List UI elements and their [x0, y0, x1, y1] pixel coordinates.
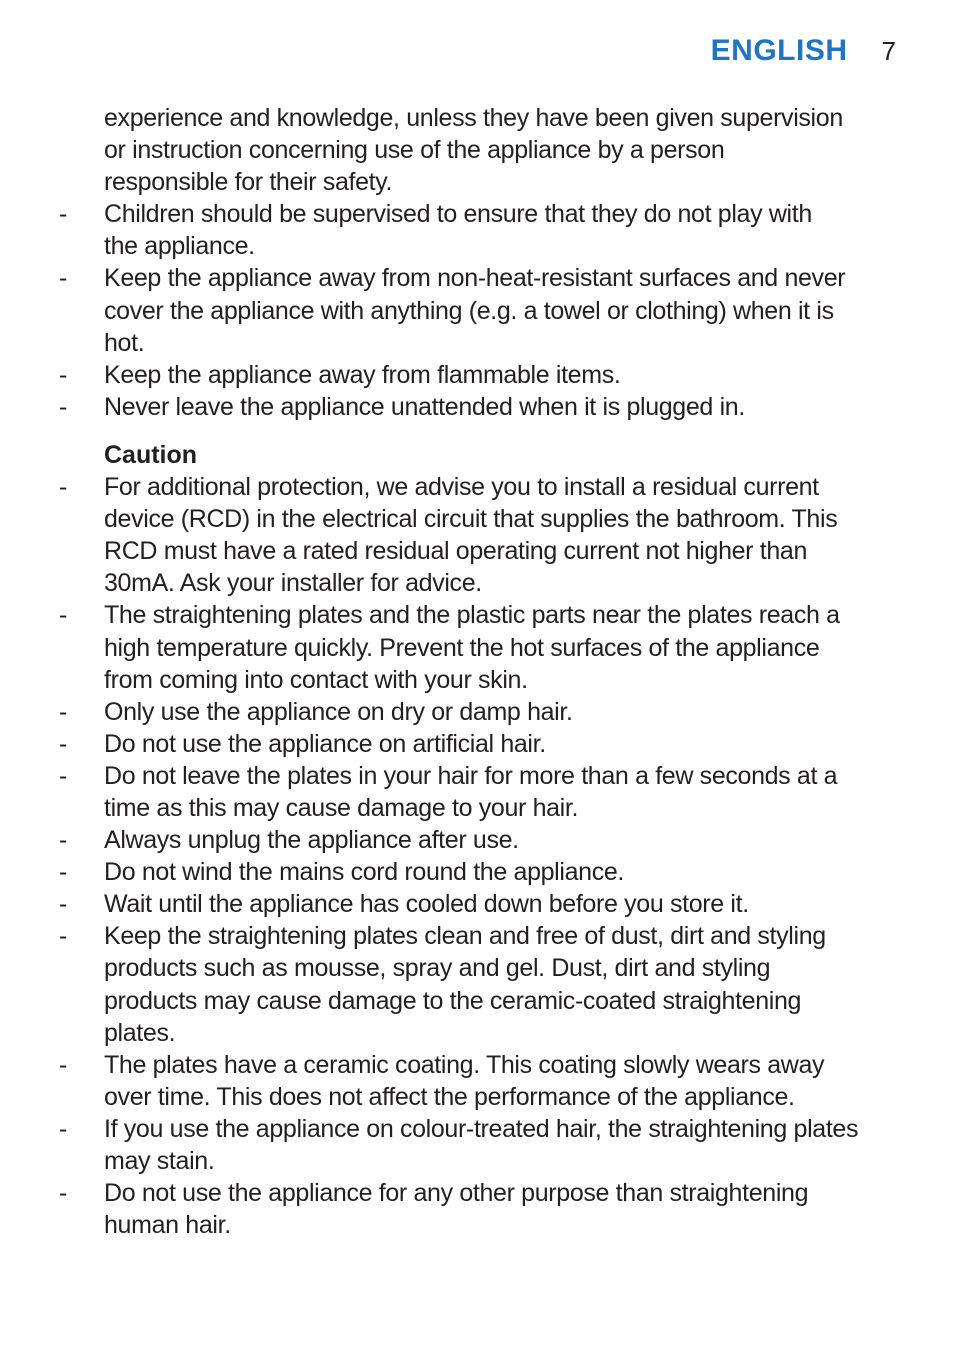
list-item: [0, 599, 954, 695]
caution-list: [0, 471, 954, 1241]
text-line: or instruction concerning use of the appliance by a person: [104, 136, 725, 165]
list-item-text: The plates have a ceramic coating. This coating slowly wears away: [104, 1050, 825, 1079]
bullet-dash: -: [59, 601, 67, 630]
list-item-text: high temperature quickly. Prevent the hot surfaces of the appliance: [104, 633, 820, 662]
list-item: [0, 262, 954, 358]
bullet-dash: -: [59, 826, 67, 855]
list-item-line: [0, 567, 954, 599]
list-item-line: [0, 1113, 954, 1145]
list-item-line: [0, 985, 954, 1017]
list-item-text: products may cause damage to the ceramic-coated straightening: [104, 986, 802, 1015]
list-item-line: [0, 198, 954, 230]
list-item-line: [0, 1081, 954, 1113]
intro-continuation: [0, 102, 954, 198]
bullet-dash: -: [59, 1050, 67, 1079]
list-item-line: [0, 664, 954, 696]
list-item-text: Always unplug the appliance after use.: [104, 826, 519, 855]
list-item-line: [0, 262, 954, 294]
list-item-line: [0, 728, 954, 760]
list-item-line: [0, 1145, 954, 1177]
bullet-dash: -: [59, 473, 67, 502]
bullet-dash: -: [59, 729, 67, 758]
bullet-dash: -: [59, 922, 67, 951]
list-item: [0, 696, 954, 728]
list-item-text: Wait until the appliance has cooled down before you store it.: [104, 890, 749, 919]
bullet-dash: -: [59, 1179, 67, 1208]
list-item: [0, 888, 954, 920]
list-item-text: Do not wind the mains cord round the appliance.: [104, 858, 624, 887]
list-item-text: Keep the straightening plates clean and free of dust, dirt and styling: [104, 922, 826, 951]
list-item-text: Do not use the appliance on artificial hair.: [104, 729, 546, 758]
list-item-line: [0, 295, 954, 327]
list-item-text: time as this may cause damage to your hair.: [104, 793, 579, 822]
list-item-text: 30mA. Ask your installer for advice.: [104, 569, 482, 598]
list-item-line: [0, 1017, 954, 1049]
list-item-text: Do not use the appliance for any other purpose than straightening: [104, 1179, 809, 1208]
bullet-dash: -: [59, 890, 67, 919]
text-line: experience and knowledge, unless they have been given supervision: [104, 104, 843, 132]
list-item: [0, 1177, 954, 1241]
list-item: [0, 1049, 954, 1113]
list-item-text: plates.: [104, 1018, 176, 1047]
list-item: [0, 1113, 954, 1177]
list-item-line: [0, 327, 954, 359]
caution-heading: Caution: [104, 440, 198, 469]
list-item: [0, 391, 954, 423]
list-item: [0, 471, 954, 599]
list-item-text: device (RCD) in the electrical circuit that supplies the bathroom. This: [104, 505, 838, 534]
list-item-text: hot.: [104, 328, 145, 357]
list-item-line: [0, 471, 954, 503]
list-item-text: The straightening plates and the plastic parts near the plates reach a: [104, 601, 840, 630]
list-item-line: [0, 920, 954, 952]
list-item-text: For additional protection, we advise you to install a residual current: [104, 473, 819, 502]
list-item-text: Keep the appliance away from non-heat-resistant surfaces and never: [104, 264, 846, 293]
list-item-line: [0, 760, 954, 792]
bullet-dash: -: [59, 392, 67, 421]
list-item: [0, 359, 954, 391]
list-item: [0, 920, 954, 1048]
document-body: [0, 102, 954, 1241]
list-item-line: [0, 391, 954, 423]
list-item-line: [0, 230, 954, 262]
page-header: [711, 34, 896, 68]
language-label: ENGLISH: [710, 34, 848, 67]
list-item-text: Do not leave the plates in your hair for more than a few seconds at a: [104, 761, 838, 790]
page-number: 7: [881, 36, 896, 66]
bullet-dash: -: [59, 264, 67, 293]
list-item-text: RCD must have a rated residual operating current not higher than: [104, 537, 808, 566]
list-item-line: [0, 359, 954, 391]
bullet-dash: -: [59, 697, 67, 726]
list-item-text: Keep the appliance away from flammable items.: [104, 360, 621, 389]
list-item-text: Children should be supervised to ensure that they do not play with: [104, 200, 812, 229]
list-item-line: [0, 792, 954, 824]
list-item-text: may stain.: [104, 1147, 215, 1175]
list-item-line: [0, 1049, 954, 1081]
list-item: [0, 824, 954, 856]
list-item-line: [0, 535, 954, 567]
bullet-dash: -: [59, 761, 67, 790]
list-item-text: from coming into contact with your skin.: [104, 665, 528, 694]
list-item-line: [0, 503, 954, 535]
list-item-line: [0, 1209, 954, 1241]
list-item-text: Only use the appliance on dry or damp hair.: [104, 697, 573, 726]
warning-list: [0, 198, 954, 423]
list-item: [0, 198, 954, 262]
list-item: [0, 760, 954, 824]
list-item-line: [0, 1177, 954, 1209]
list-item-text: the appliance.: [104, 232, 255, 261]
list-item-text: over time. This does not affect the performance of the appliance.: [104, 1082, 795, 1111]
list-item-line: [0, 888, 954, 920]
list-item-line: [0, 632, 954, 664]
list-item-line: [0, 696, 954, 728]
list-item-line: [0, 856, 954, 888]
list-item-line: [0, 824, 954, 856]
bullet-dash: -: [59, 360, 67, 389]
list-item-line: [0, 599, 954, 631]
bullet-dash: -: [59, 200, 67, 229]
list-item-text: If you use the appliance on colour-treated hair, the straightening plates: [104, 1114, 859, 1143]
list-item: [0, 728, 954, 760]
list-item-line: [0, 952, 954, 984]
bullet-dash: -: [59, 858, 67, 887]
list-item-text: products such as mousse, spray and gel. Dust, dirt and styling: [104, 954, 771, 983]
list-item-text: cover the appliance with anything (e.g. a towel or clothing) when it is: [104, 296, 834, 325]
list-item-text: human hair.: [104, 1211, 231, 1240]
bullet-dash: -: [59, 1114, 67, 1143]
list-item-text: Never leave the appliance unattended when it is plugged in.: [104, 392, 745, 421]
list-item: [0, 856, 954, 888]
text-line: responsible for their safety.: [104, 168, 393, 197]
